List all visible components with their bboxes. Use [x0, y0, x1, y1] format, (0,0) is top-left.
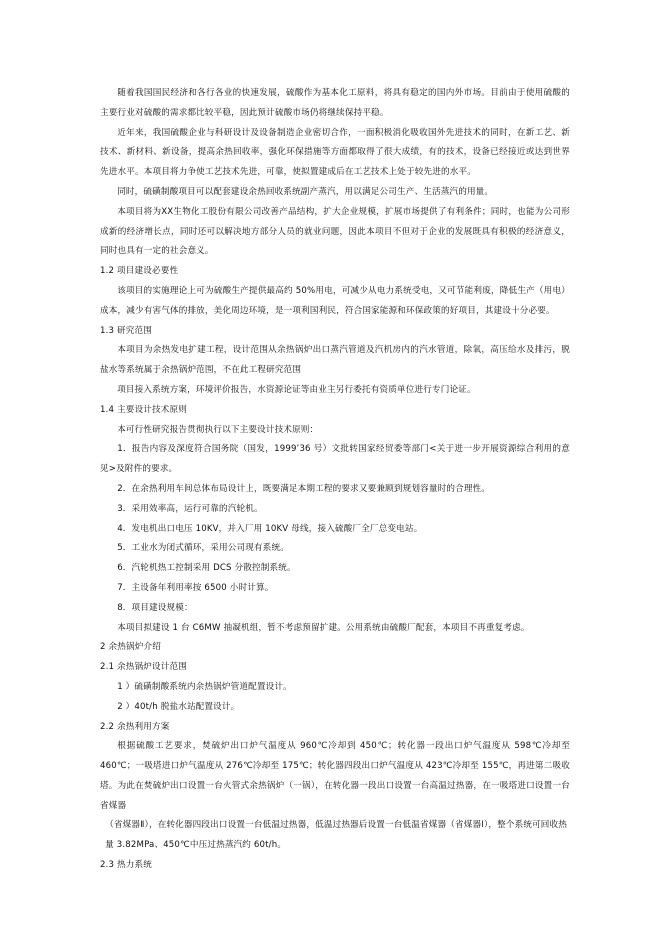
list-item: 2．在余热利用车间总体布局设计上，既要满足本期工程的要求又要兼顾到规划容量时的合理性。	[117, 483, 491, 494]
section-heading: 2.1 余热锅炉设计范围	[100, 662, 187, 673]
paragraph: 随着我国国民经济和各行各业的快速发展，硫酸作为基本化工原料，将具有稳定的国内外市场。目前由于使用硫酸的主要行业对硫酸的需求都比较平稳，因此预计硫酸市场仍将继续保持平稳。	[100, 88, 570, 118]
paragraph: 本项目为余热发电扩建工程，设计范围从余热锅炉出口蒸汽管道及汽机房内的汽水管道，除氧，高压给水及排污，脱盐水等系统属于余热锅炉范围，不在此工程研究范围	[100, 345, 570, 376]
list-item: 4．发电机出口电压 10KV，并入厂用 10KV 母线，接入硫酸厂全厂总变电站。	[117, 523, 423, 534]
chapter-heading: 2 余热锅炉介绍	[100, 642, 161, 653]
paragraph: 项目接入系统方案，环境评价报告，水资源论证等由业主另行委托有资质单位进行专门论证。	[117, 384, 476, 395]
paragraph: 本项目将为XX生物化工股份有限公司改善产品结构，扩大企业规模，扩展市场提供了有利条件；同时，也能为公司形成新的经济增长点，同时还可以解决地方部分人员的就业问题，因此本项目不但对于企业的发展既具有积极的经济意义，同时也具有一定的社会意义。	[100, 206, 570, 257]
section-heading: 1.2 项目建设必要性	[100, 266, 179, 277]
sub-list-item: 2 ）40t/h 脱盐水站配置设计。	[117, 701, 240, 712]
list-item: 1．报告内容及深度符合国务院（国发，1999’36 号）文批转国家经贸委等部门<关于进一步开展资源综合利用的意见>及附件的要求。	[100, 444, 570, 475]
paragraph: 同时，硫磺制酸项目可以配套建设余热回收系统副产蒸汽，用以满足公司生产、生活蒸汽的用量。	[117, 186, 494, 197]
document-body	[100, 84, 570, 876]
list-item: 7．主设备年利用率按 6500 小时计算。	[117, 582, 274, 593]
section-heading: 1.4 主要设计技术原则	[100, 404, 187, 415]
paragraph: 根据硫酸工艺要求，焚硫炉出口炉气温度从 960℃冷却到 450℃；转化器一段出口炉气温度从 598℃冷却至 460℃；一吸塔进口炉气温度从 276℃冷却至 175℃；转化器四段出口炉气温度从 423℃冷却至 155℃，再进第二吸收塔。为此在焚硫炉出口设置一台火管式余热锅炉（一锅），在转化器一段出口设置一台高温过热器，在一吸塔进口设置一台省煤器	[100, 741, 570, 811]
paragraph: 该项目的实施理论上可为硫酸生产提供最高约 50%用电，可减少从电力系统受电，又可节能利废，降低生产（用电）成本，减少有害气体的排放，美化周边环境，是一项利国利民，符合国家能源和环保政策的好项目，其建设十分必要。	[100, 285, 570, 316]
list-item: 8．项目建设规模：	[117, 602, 193, 613]
paragraph: 本项目拟建设 1 台 C6MW 抽凝机组，暂不考虑预留扩建。公用系统由硫酸厂配套，本项目不再重复考虑。	[117, 622, 530, 633]
list-item: 6．汽轮机热工控制采用 DCS 分散控制系统。	[117, 563, 296, 574]
section-heading: 2.2 余热利用方案	[100, 721, 170, 732]
list-item: 3．采用效率高，运行可靠的汽轮机。	[117, 503, 263, 514]
section-heading: 2.3 热力系统	[100, 860, 152, 871]
sub-list-item: 1 ）硫磺制酸系统内余热锅炉管道配置设计。	[117, 681, 292, 692]
section-heading: 1.3 研究范围	[100, 325, 152, 336]
paragraph: 本可行性研究报告贯彻执行以下主要设计技术原则：	[117, 424, 319, 435]
paragraph: 近年来，我国硫酸企业与科研设计及设备制造企业密切合作，一面积极消化吸收国外先进技术的同时，在新工艺、新技术、新材料、新设备，提高余热回收率，强化环保措施等方面都取得了很大成绩，有的技术，设备已经接近或达到世界先进水平。本项目将力争使工艺技术先进，可靠，使拟置建成后在工艺技术上处于较先进的水平。	[100, 127, 570, 178]
list-item: 5．工业水为闭式循环，采用公司现有系统。	[117, 543, 289, 554]
paragraph: （省煤器Ⅱ），在转化器四段出口设置一台低温过热器，低温过热器后设置一台低温省煤器（省煤器Ⅰ），整个系统可回收热量 3.82MPa、450℃中压过热蒸汽约 60t/h。	[105, 820, 568, 851]
